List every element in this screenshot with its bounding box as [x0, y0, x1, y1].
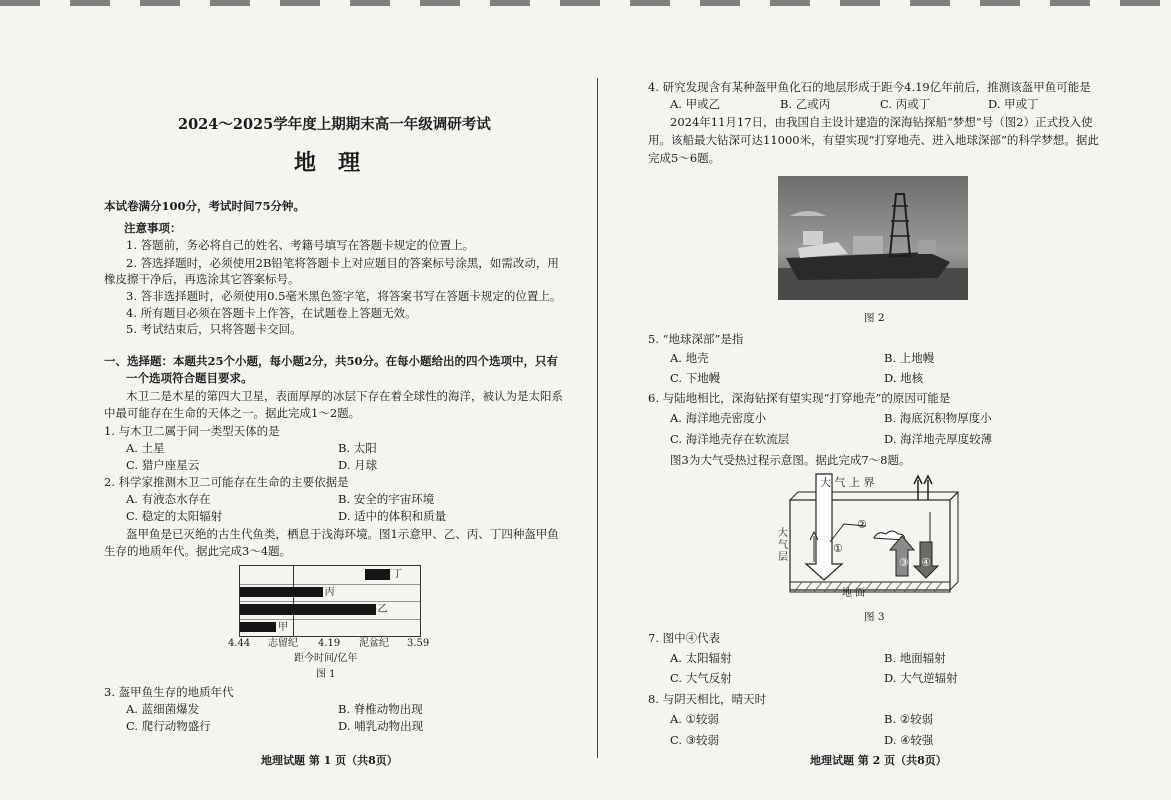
figure-3-ground-label: 地 面 — [842, 588, 866, 599]
note-2-cont: 橡皮擦干净后，再选涂其它答案标号。 — [104, 272, 300, 286]
figure-2-caption: 图 2 — [864, 312, 885, 324]
period-label-silurian: 志留纪 — [268, 638, 298, 649]
figure-3-atmosphere-diagram — [770, 472, 970, 607]
q4-stem: 4. 研究发现含有某种盔甲鱼化石的地层形成于距今4.19亿年前后，推测该盔甲鱼可能是 — [648, 80, 1091, 94]
q7-option-d: D. 大气逆辐射 — [884, 671, 958, 685]
arrow-2-label: ② — [857, 518, 867, 531]
q7-option-b: B. 地面辐射 — [884, 651, 946, 665]
figure-1-chart — [239, 565, 421, 637]
q3-option-a: A. 蓝细菌爆发 — [126, 702, 200, 716]
row-line-2 — [240, 601, 420, 602]
tick-label-3.59: 3.59 — [407, 638, 430, 649]
page-2 — [590, 0, 1171, 800]
q3-option-d: D. 哺乳动物出现 — [338, 719, 424, 733]
note-4: 4. 所有题目必须在答题卡上作答，在试题卷上答题无效。 — [126, 306, 417, 320]
q3-option-c: C. 爬行动物盛行 — [126, 719, 211, 733]
note-1: 1. 答题前，务必将自己的姓名、考籍号填写在答题卡规定的位置上。 — [126, 238, 475, 252]
q3-option-b: B. 脊椎动物出现 — [338, 702, 423, 716]
q7-option-c: C. 大气反射 — [670, 671, 732, 685]
q7-option-a: A. 太阳辐射 — [670, 651, 732, 665]
q8-option-b: B. ②较弱 — [884, 712, 934, 726]
exam-info: 本试卷满分100分，考试时间75分钟。 — [104, 199, 306, 213]
range-label-1: 丁 — [392, 569, 403, 580]
q1-option-a: A. 土星 — [126, 441, 165, 455]
q8-option-a: A. ①较弱 — [670, 712, 719, 726]
q4-option-b: B. 乙或丙 — [780, 97, 831, 111]
q5-stem: 5. “地球深部”是指 — [648, 332, 744, 346]
tick-label-4.19: 4.19 — [318, 638, 341, 649]
x-axis-label: 距今时间/亿年 — [294, 653, 358, 664]
range-label-3: 乙 — [377, 604, 388, 615]
q6-stem: 6. 与陆地相比，深海钻探有望实现“打穿地壳”的原因可能是 — [648, 391, 951, 405]
tick-label-4.44: 4.44 — [228, 638, 251, 649]
passage-1: 木卫二是木星的第四大卫星，表面厚厚的冰层下存在着全球性的海洋，被认为是太阳系 — [126, 389, 563, 403]
figure-2-drilling-ship-photo — [778, 176, 968, 300]
range-label-4: 甲 — [278, 621, 288, 633]
q6-option-c: C. 海洋地壳存在软流层 — [670, 432, 790, 446]
q1-option-b: B. 太阳 — [338, 441, 377, 455]
figure-3-caption: 图 3 — [864, 611, 885, 623]
arrow-3-label: ③ — [899, 556, 909, 569]
passage-3-end: 完成5～6题。 — [648, 151, 721, 165]
q6-option-b: B. 海底沉积物厚度小 — [884, 411, 992, 425]
row-line-1 — [240, 584, 420, 585]
q2-option-d: D. 适中的体积和质量 — [338, 509, 447, 523]
q5-option-b: B. 上地幔 — [884, 351, 935, 365]
passage-3-cont: 用。该船最大钻深可达11000米，有望实现“打穿地壳、进入地球深部”的科学梦想。据此 — [648, 133, 1099, 147]
subject-title: 地理 — [294, 150, 383, 176]
q2-option-c: C. 稳定的太阳辐射 — [126, 509, 223, 523]
q8-option-c: C. ③较弱 — [670, 733, 720, 747]
figure-3-side-label: 大气层 — [778, 528, 788, 563]
arrow-1-label: ① — [833, 542, 843, 555]
q8-stem: 8. 与阴天相比，晴天时 — [648, 692, 767, 706]
q4-option-d: D. 甲或丁 — [988, 97, 1039, 111]
q5-option-d: D. 地核 — [884, 371, 924, 385]
page-2-footer: 地理试题 第 2 页（共8页） — [810, 754, 947, 767]
range-label-2: 丙 — [324, 586, 335, 598]
figure-1-caption: 图 1 — [316, 669, 336, 680]
period-label-devonian: 泥盆纪 — [359, 638, 389, 649]
q6-option-d: D. 海洋地壳厚度较薄 — [884, 432, 993, 446]
note-5: 5. 考试结束后，只将答题卡交回。 — [126, 322, 302, 336]
passage-4: 图3为大气受热过程示意图。据此完成7～8题。 — [670, 453, 911, 467]
q4-option-c: C. 丙或丁 — [880, 97, 931, 111]
q4-option-a: A. 甲或乙 — [670, 97, 721, 111]
q7-stem: 7. 图中④代表 — [648, 631, 721, 645]
section-1-heading: 一、选择题：本题共25个小题，每小题2分，共50分。在每小题给出的四个选项中，只有 — [104, 354, 559, 368]
section-1-heading-cont: 一个选项符合题目要求。 — [126, 371, 253, 385]
passage-3: 2024年11月17日，由我国自主设计建造的深海钻探船“梦想”号（图2）正式投入使 — [670, 115, 1093, 129]
note-3: 3. 答非选择题时，必须使用0.5毫米黑色签字笔，将答案书写在答题卡规定的位置上。 — [126, 289, 562, 303]
q1-option-c: C. 猎户座星云 — [126, 458, 200, 472]
notes-title: 注意事项： — [124, 221, 182, 235]
q6-option-a: A. 海洋地壳密度小 — [670, 411, 767, 425]
row-line-3 — [240, 619, 420, 620]
figure-3-upper-label: 大 气 上 界 — [820, 476, 875, 489]
q2-option-a: A. 有液态水存在 — [126, 492, 211, 506]
exam-title: 2024～2025学年度上期期末高一年级调研考试 — [178, 116, 491, 133]
q8-option-d: D. ④较强 — [884, 733, 934, 747]
passage-2: 盔甲鱼是已灭绝的古生代鱼类，栖息于浅海环境。图1示意甲、乙、丙、丁四种盔甲鱼 — [126, 527, 559, 541]
passage-2-cont: 生存的地质年代。据此完成3～4题。 — [104, 544, 292, 558]
page-1-footer: 地理试题 第 1 页（共8页） — [261, 754, 398, 767]
passage-1-cont: 中最可能存在生命的天体之一。据此完成1～2题。 — [104, 406, 361, 420]
q2-option-b: B. 安全的宇宙环境 — [338, 492, 435, 506]
arrow-4-label: ④ — [921, 556, 931, 569]
q5-option-c: C. 下地幔 — [670, 371, 721, 385]
q5-option-a: A. 地壳 — [670, 351, 709, 365]
range-bar-1 — [365, 569, 390, 580]
range-bar-3 — [240, 604, 376, 615]
range-bar-4 — [240, 622, 276, 633]
range-bar-2 — [240, 587, 323, 598]
note-2: 2. 答选择题时，必须使用2B铅笔将答题卡上对应题目的答案标号涂黑，如需改动，用 — [126, 256, 559, 270]
q1-stem: 1. 与木卫二属于同一类型天体的是 — [104, 424, 280, 438]
q1-option-d: D. 月球 — [338, 458, 378, 472]
q2-stem: 2. 科学家推测木卫二可能存在生命的主要依据是 — [104, 475, 349, 489]
q3-stem: 3. 盔甲鱼生存的地质年代 — [104, 685, 234, 699]
